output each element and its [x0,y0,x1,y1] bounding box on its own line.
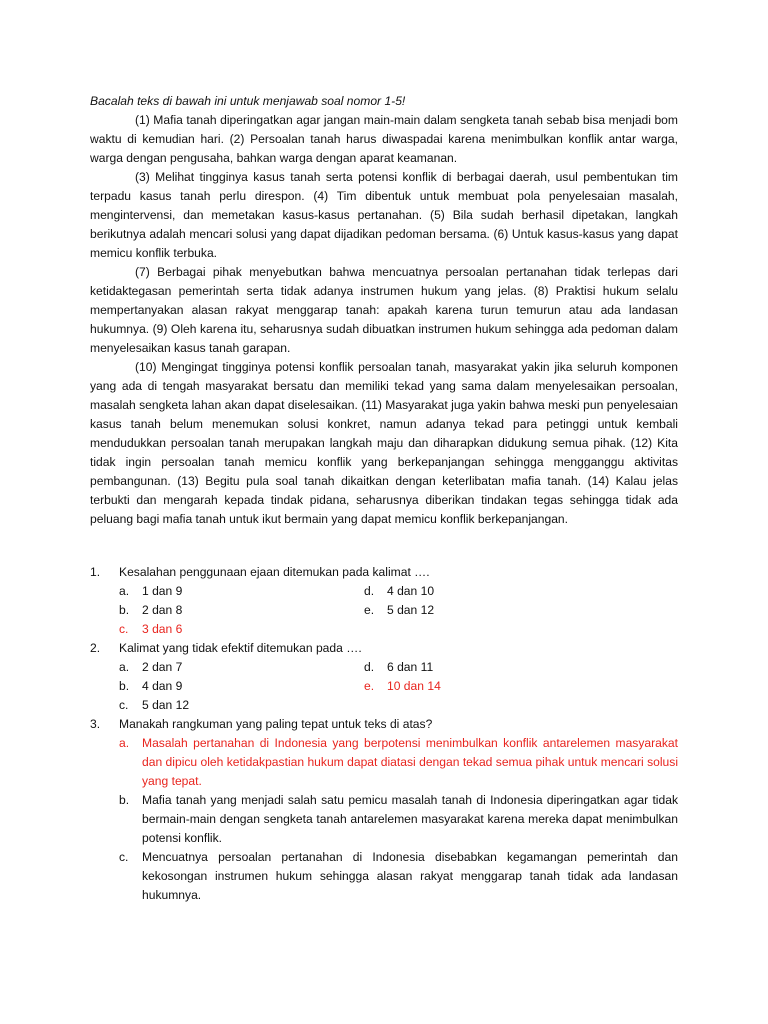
option-label: c. [119,698,129,712]
option-label: b. [119,603,130,617]
paragraph-3: (7) Berbagai pihak menyebutkan bahwa mencuatnya persoalan pertanahan tidak terlepas dari ketidaktegasan pemerintah serta tidak adanya instrumen hukum yang jelas. (8) Praktisi hukum selalu mempertanyakan alasan rakyat menggarap tanah: apakah karena turun temurun atau ada landasan hukumnya. (9) Oleh karena itu, seharusnya sudah dibuatkan instrumen hukum sehingga ada pedoman dalam menyelesaikan kasus tanah garapan. [90,265,678,355]
option-text: Mencuatnya persoalan pertanahan di Indonesia disebabkan kegamangan pemerintah dan kekosongan instrumen hukum sehingga alasan rakyat menggarap tanah tidak ada landasan hukumnya. [142,850,678,902]
option-text: 5 dan 12 [142,698,190,712]
option-a[interactable] [119,582,364,601]
option-label: d. [364,660,375,674]
option-c[interactable] [119,848,678,905]
reading-passage [90,92,678,529]
option-text: 4 dan 9 [142,679,183,693]
option-text: 4 dan 10 [387,584,435,598]
option-b[interactable] [119,601,364,620]
question-3 [90,715,678,905]
option-e[interactable] [364,601,588,620]
option-label: c. [119,850,129,864]
option-d[interactable] [364,658,588,677]
question-list [90,563,678,905]
option-d[interactable] [364,582,588,601]
option-label: c. [119,622,129,636]
question-2 [90,639,678,715]
option-label: a. [119,660,130,674]
option-label: e. [364,679,375,693]
question-text: Manakah rangkuman yang paling tepat untuk teks di atas? [119,717,433,731]
option-text: 1 dan 9 [142,584,183,598]
option-e-answer[interactable] [364,677,588,696]
option-a-answer[interactable] [119,734,678,791]
paragraph-4: (10) Mengingat tingginya potensi konflik persoalan tanah, masyarakat yakin jika seluruh komponen yang ada di tengah masyarakat bersatu dan memiliki tekad yang sama dalam menyelesaikan persoalan, masalah sengketa lahan akan dapat diselesaikan. (11) Masyarakat juga yakin bahwa meski pun penyelesaian kasus tanah belum menemukan solusi konkret, namun adanya tekad para petinggi untuk kembali mendudukkan persoalan tanah merupakan langkah maju dan diharapkan didukung semua pihak. (12) Kita tidak ingin persoalan tanah memicu konflik yang berkepanjangan sehingga mengganggu aktivitas pembangunan. (13) Begitu pula soal tanah dikaitkan dengan keterlibatan mafia tanah. (14) Kalau jelas terbukti dan mengarah kepada tindak pidana, seharusnya diberikan tindakan tegas sehingga tidak ada peluang bagi mafia tanah untuk ikut bermain yang dapat memicu konflik berkepanjangan. [90,360,678,526]
question-text: Kalimat yang tidak efektif ditemukan pada …. [119,641,362,655]
option-a[interactable] [119,658,364,677]
question-1 [90,563,678,639]
option-label: d. [364,584,375,598]
option-text: 5 dan 12 [387,603,435,617]
option-label: a. [119,584,130,598]
option-b[interactable] [119,677,364,696]
question-number: 1. [90,565,101,579]
paragraph-1: (1) Mafia tanah diperingatkan agar jangan main-main dalam sengketa tanah sebab bisa menjadi bom waktu di kemudian hari. (2) Persoalan tanah harus diwaspadai karena menimbulkan konflik antar warga, warga dengan pengusaha, bahkan warga dengan aparat keamanan. [90,113,678,165]
option-label: b. [119,679,130,693]
option-text: 10 dan 14 [387,679,441,693]
option-text: 2 dan 7 [142,660,183,674]
option-label: a. [119,736,130,750]
question-number: 3. [90,717,101,731]
paragraph-2: (3) Melihat tingginya kasus tanah serta potensi konflik di berbagai daerah, usul pembentukan tim terpadu kasus tanah perlu direspon. (4) Tim dibentuk untuk membuat pola penyelesaian masalah, mengintervensi, dan memetakan kasus-kasus pertanahan. (5) Bila sudah berhasil dipetakan, langkah berikutnya adalah mencari solusi yang dapat dijadikan pedoman bersama. (6) Untuk kasus-kasus yang dapat memicu konflik terbuka. [90,170,678,260]
option-b[interactable] [119,791,678,848]
question-text: Kesalahan penggunaan ejaan ditemukan pada kalimat …. [119,565,430,579]
option-text: 3 dan 6 [142,622,183,636]
option-text: Masalah pertanahan di Indonesia yang berpotensi menimbulkan konflik antarelemen masyarakat dan dipicu oleh ketidakpastian hukum dapat diatasi dengan tekad semua pihak untuk mencari solusi yang tepat. [142,736,678,788]
option-c[interactable] [119,696,364,715]
option-text: 6 dan 11 [387,660,434,674]
instruction-text: Bacalah teks di bawah ini untuk menjawab soal nomor 1-5! [90,94,406,108]
option-c-answer[interactable] [119,620,364,639]
question-number: 2. [90,641,101,655]
option-text: 2 dan 8 [142,603,183,617]
option-label: b. [119,793,130,807]
option-text: Mafia tanah yang menjadi salah satu pemicu masalah tanah di Indonesia diperingatkan agar tidak bermain-main dengan sengketa tanah antarelemen masyarakat karena mereka dapat menimbulkan potensi konflik. [142,793,678,845]
option-label: e. [364,603,375,617]
